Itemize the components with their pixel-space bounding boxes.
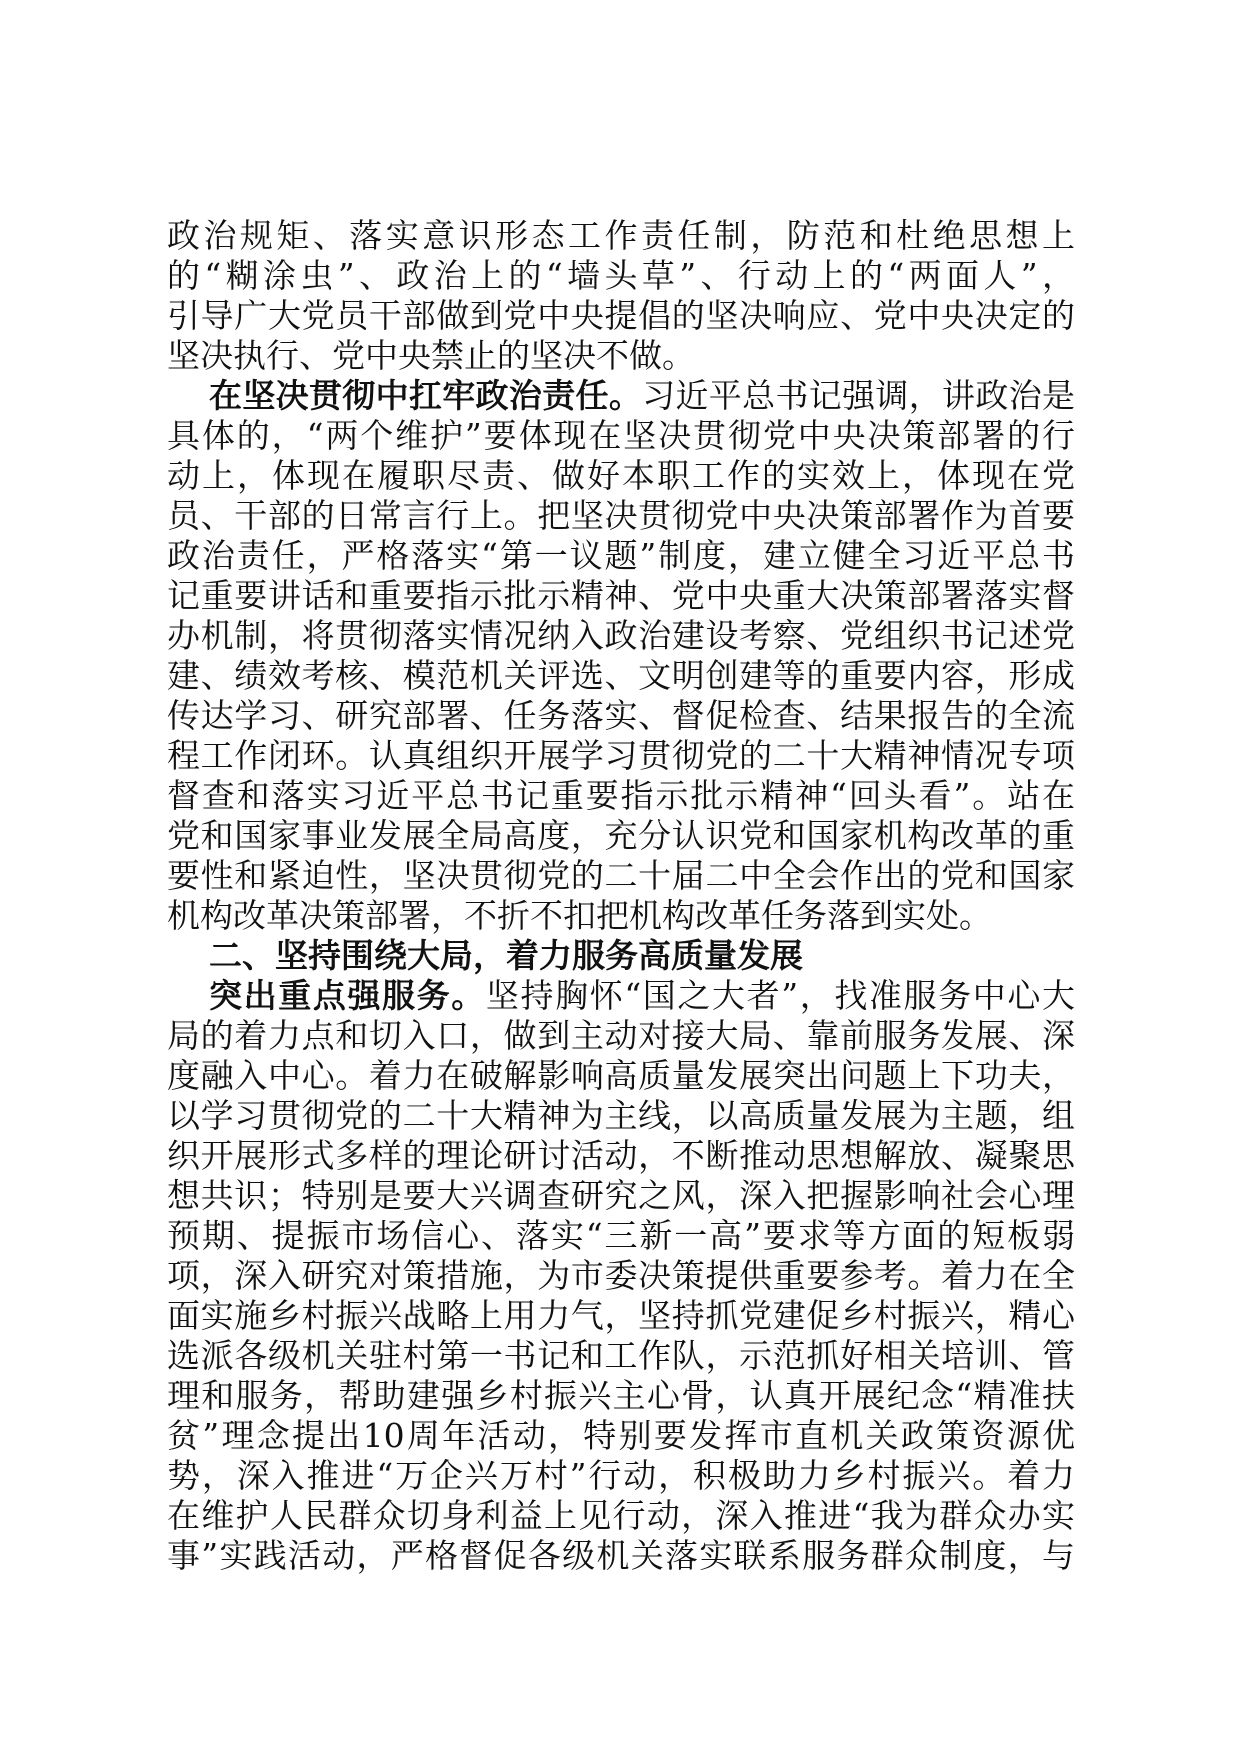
text-line: [167, 856, 1075, 896]
body-text: 督查和落实习近平总书记重要指示批示精神“回头看”。站在: [167, 776, 1075, 815]
body-text: 程工作闭环。认真组织开展学习贯彻党的二十大精神情况专项: [167, 736, 1075, 775]
body-text: 想共识；特别是要大兴调查研究之风，深入把握影响社会心理: [167, 1176, 1075, 1215]
body-text: 坚决执行、党中央禁止的坚决不做。: [167, 336, 695, 375]
body-text: 具体的，“两个维护”要体现在坚决贯彻党中央决策部署的行: [167, 416, 1075, 455]
text-line: [167, 1296, 1075, 1336]
text-line: [167, 896, 1075, 936]
body-text: 预期、提振市场信心、落实“三新一高”要求等方面的短板弱: [167, 1216, 1075, 1255]
body-text: 势，深入推进“万企兴万村”行动，积极助力乡村振兴。着力: [167, 1456, 1075, 1495]
text-line: [167, 696, 1075, 736]
body-text: 动上，体现在履职尽责、做好本职工作的实效上，体现在党: [167, 456, 1075, 495]
bold-heading-text: 在坚决贯彻中扛牢政治责任。: [209, 376, 643, 415]
body-text: 理和服务，帮助建强乡村振兴主心骨，认真开展纪念“精准扶: [167, 1376, 1075, 1415]
text-line: [167, 576, 1075, 616]
text-line: [167, 1256, 1075, 1296]
text-line: [167, 1376, 1075, 1416]
body-text: 织开展形式多样的理论研讨活动，不断推动思想解放、凝聚思: [167, 1136, 1075, 1175]
text-line: [167, 496, 1075, 536]
text-line: [167, 656, 1075, 696]
text-line: [167, 1096, 1075, 1136]
bold-heading-text: 二、坚持围绕大局，着力服务高质量发展: [209, 936, 803, 975]
body-text: 记重要讲话和重要指示批示精神、党中央重大决策部署落实督: [167, 576, 1075, 615]
text-line: [167, 456, 1075, 496]
body-text: 建、绩效考核、模范机关评选、文明创建等的重要内容，形成: [167, 656, 1075, 695]
text-line: [167, 336, 1075, 376]
text-line: [167, 1216, 1075, 1256]
body-text: 习近平总书记强调，讲政治是: [642, 376, 1076, 415]
text-line: [167, 1456, 1075, 1496]
body-text: 项，深入研究对策措施，为市委决策提供重要参考。着力在全: [167, 1256, 1075, 1295]
text-line: [167, 1336, 1075, 1376]
text-line: [167, 936, 1075, 976]
bold-heading-text: 突出重点强服务。: [209, 976, 486, 1015]
body-text: 党和国家事业发展全局高度，充分认识党和国家机构改革的重: [167, 816, 1075, 855]
text-line: [167, 536, 1075, 576]
text-line: [167, 416, 1075, 456]
body-text: 员、干部的日常言行上。把坚决贯彻党中央决策部署作为首要: [167, 496, 1075, 535]
body-text: 政治责任，严格落实“第一议题”制度，建立健全习近平总书: [167, 536, 1075, 575]
body-text: 办机制，将贯彻落实情况纳入政治建设考察、党组织书记述党: [167, 616, 1075, 655]
text-line: [167, 256, 1075, 296]
text-line: [167, 216, 1075, 256]
text-line: [167, 976, 1075, 1016]
text-line: [167, 296, 1075, 336]
body-text: 事”实践活动，严格督促各级机关落实联系服务群众制度，与: [167, 1536, 1075, 1575]
body-text: 政治规矩、落实意识形态工作责任制，防范和杜绝思想上: [167, 216, 1075, 255]
body-text: 要性和紧迫性，坚决贯彻党的二十届二中全会作出的党和国家: [167, 856, 1075, 895]
text-line: [167, 616, 1075, 656]
body-text: 贫”理念提出10周年活动，特别要发挥市直机关政策资源优: [167, 1416, 1075, 1455]
text-line: [167, 776, 1075, 816]
document-body: [167, 216, 1075, 1576]
text-line: [167, 1016, 1075, 1056]
body-text: 选派各级机关驻村第一书记和工作队，示范抓好相关培训、管: [167, 1336, 1075, 1375]
text-line: [167, 376, 1075, 416]
body-text: 度融入中心。着力在破解影响高质量发展突出问题上下功夫，: [167, 1056, 1075, 1095]
text-line: [167, 1496, 1075, 1536]
body-text: 机构改革决策部署，不折不扣把机构改革任务落到实处。: [167, 896, 992, 935]
body-text: 以学习贯彻党的二十大精神为主线，以高质量发展为主题，组: [167, 1096, 1075, 1135]
body-text: 局的着力点和切入口，做到主动对接大局、靠前服务发展、深: [167, 1016, 1075, 1055]
body-text: 在维护人民群众切身利益上见行动，深入推进“我为群众办实: [167, 1496, 1075, 1535]
text-line: [167, 816, 1075, 856]
body-text: 坚持胸怀“国之大者”，找准服务中心大: [485, 976, 1076, 1015]
body-text: 传达学习、研究部署、任务落实、督促检查、结果报告的全流: [167, 696, 1075, 735]
text-line: [167, 1056, 1075, 1096]
text-line: [167, 1176, 1075, 1216]
text-line: [167, 1136, 1075, 1176]
body-text: 面实施乡村振兴战略上用力气，坚持抓党建促乡村振兴，精心: [167, 1296, 1075, 1335]
body-text: 的“糊涂虫”、政治上的“墙头草”、行动上的“两面人”，: [167, 256, 1075, 295]
body-text: 引导广大党员干部做到党中央提倡的坚决响应、党中央决定的: [167, 296, 1075, 335]
text-line: [167, 1416, 1075, 1456]
text-line: [167, 736, 1075, 776]
text-line: [167, 1536, 1075, 1576]
